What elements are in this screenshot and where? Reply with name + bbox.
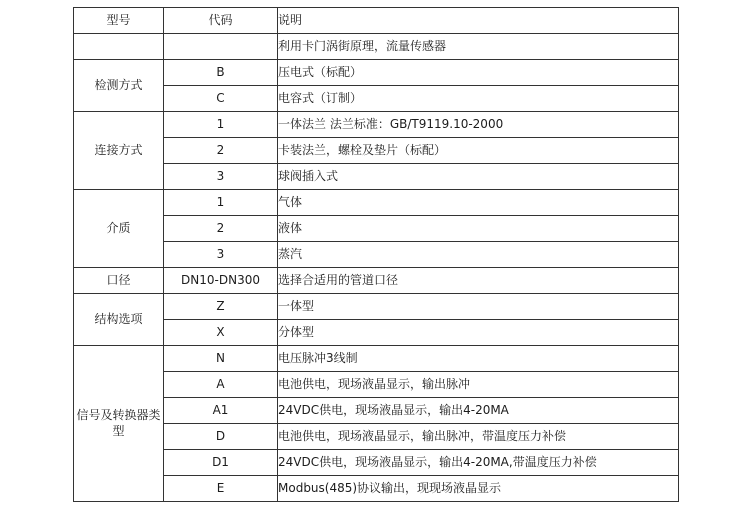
cell-model-empty xyxy=(74,34,164,60)
cell-desc: 液体 xyxy=(278,216,679,242)
cell-code: 3 xyxy=(164,242,278,268)
cell-code: X xyxy=(164,320,278,346)
cell-code: DN10-DN300 xyxy=(164,268,278,294)
cell-code: 1 xyxy=(164,190,278,216)
cell-desc: 电池供电，现场液晶显示，输出脉冲，带温度压力补偿 xyxy=(278,424,679,450)
table-row xyxy=(74,34,679,60)
cell-desc: 电池供电，现场液晶显示，输出脉冲 xyxy=(278,372,679,398)
table-row xyxy=(74,86,679,112)
cell-desc: 电容式（订制） xyxy=(278,86,679,112)
table-row xyxy=(74,138,679,164)
cell-desc: 分体型 xyxy=(278,320,679,346)
table-row xyxy=(74,372,679,398)
model-selection-table xyxy=(73,7,679,502)
cell-desc-principle: 利用卡门涡街原理，流量传感器 xyxy=(278,34,679,60)
table-row xyxy=(74,112,679,138)
column-header-desc: 说明 xyxy=(278,8,679,34)
table-row xyxy=(74,294,679,320)
cell-desc: 24VDC供电，现场液晶显示，输出4-20MA xyxy=(278,398,679,424)
cell-model-detection-method: 检测方式 xyxy=(74,60,164,112)
cell-desc: 电压脉冲3线制 xyxy=(278,346,679,372)
table-row xyxy=(74,424,679,450)
cell-desc: 24VDC供电，现场液晶显示，输出4-20MA,带温度压力补偿 xyxy=(278,450,679,476)
table-row xyxy=(74,320,679,346)
cell-desc: 气体 xyxy=(278,190,679,216)
cell-desc: 蒸汽 xyxy=(278,242,679,268)
cell-code: C xyxy=(164,86,278,112)
cell-desc: 球阀插入式 xyxy=(278,164,679,190)
table-row xyxy=(74,190,679,216)
column-header-model: 型号 xyxy=(74,8,164,34)
cell-code: B xyxy=(164,60,278,86)
table-row xyxy=(74,476,679,502)
cell-model-diameter: 口径 xyxy=(74,268,164,294)
cell-model-medium: 介质 xyxy=(74,190,164,268)
cell-code: 3 xyxy=(164,164,278,190)
cell-desc: 卡装法兰，螺栓及垫片（标配） xyxy=(278,138,679,164)
table-row xyxy=(74,450,679,476)
table-row xyxy=(74,60,679,86)
table-row xyxy=(74,216,679,242)
cell-code: 2 xyxy=(164,138,278,164)
cell-desc: 选择合适用的管道口径 xyxy=(278,268,679,294)
cell-model-structure-option: 结构选项 xyxy=(74,294,164,346)
cell-code: 1 xyxy=(164,112,278,138)
cell-code: A1 xyxy=(164,398,278,424)
table-row xyxy=(74,398,679,424)
cell-code: D1 xyxy=(164,450,278,476)
cell-code: N xyxy=(164,346,278,372)
cell-desc: 一体法兰 法兰标准：GB/T9119.10-2000 xyxy=(278,112,679,138)
cell-code: E xyxy=(164,476,278,502)
cell-code: Z xyxy=(164,294,278,320)
table-header-row xyxy=(74,8,679,34)
cell-desc: 一体型 xyxy=(278,294,679,320)
column-header-code: 代码 xyxy=(164,8,278,34)
cell-desc: Modbus(485)协议输出，现现场液晶显示 xyxy=(278,476,679,502)
cell-code: 2 xyxy=(164,216,278,242)
cell-code-empty xyxy=(164,34,278,60)
cell-model-signal-converter-type: 信号及转换器类型 xyxy=(74,346,164,502)
table-row xyxy=(74,346,679,372)
cell-desc: 压电式（标配） xyxy=(278,60,679,86)
table-row xyxy=(74,242,679,268)
table-row xyxy=(74,268,679,294)
cell-code: A xyxy=(164,372,278,398)
table-row xyxy=(74,164,679,190)
cell-code: D xyxy=(164,424,278,450)
cell-model-connection-method: 连接方式 xyxy=(74,112,164,190)
